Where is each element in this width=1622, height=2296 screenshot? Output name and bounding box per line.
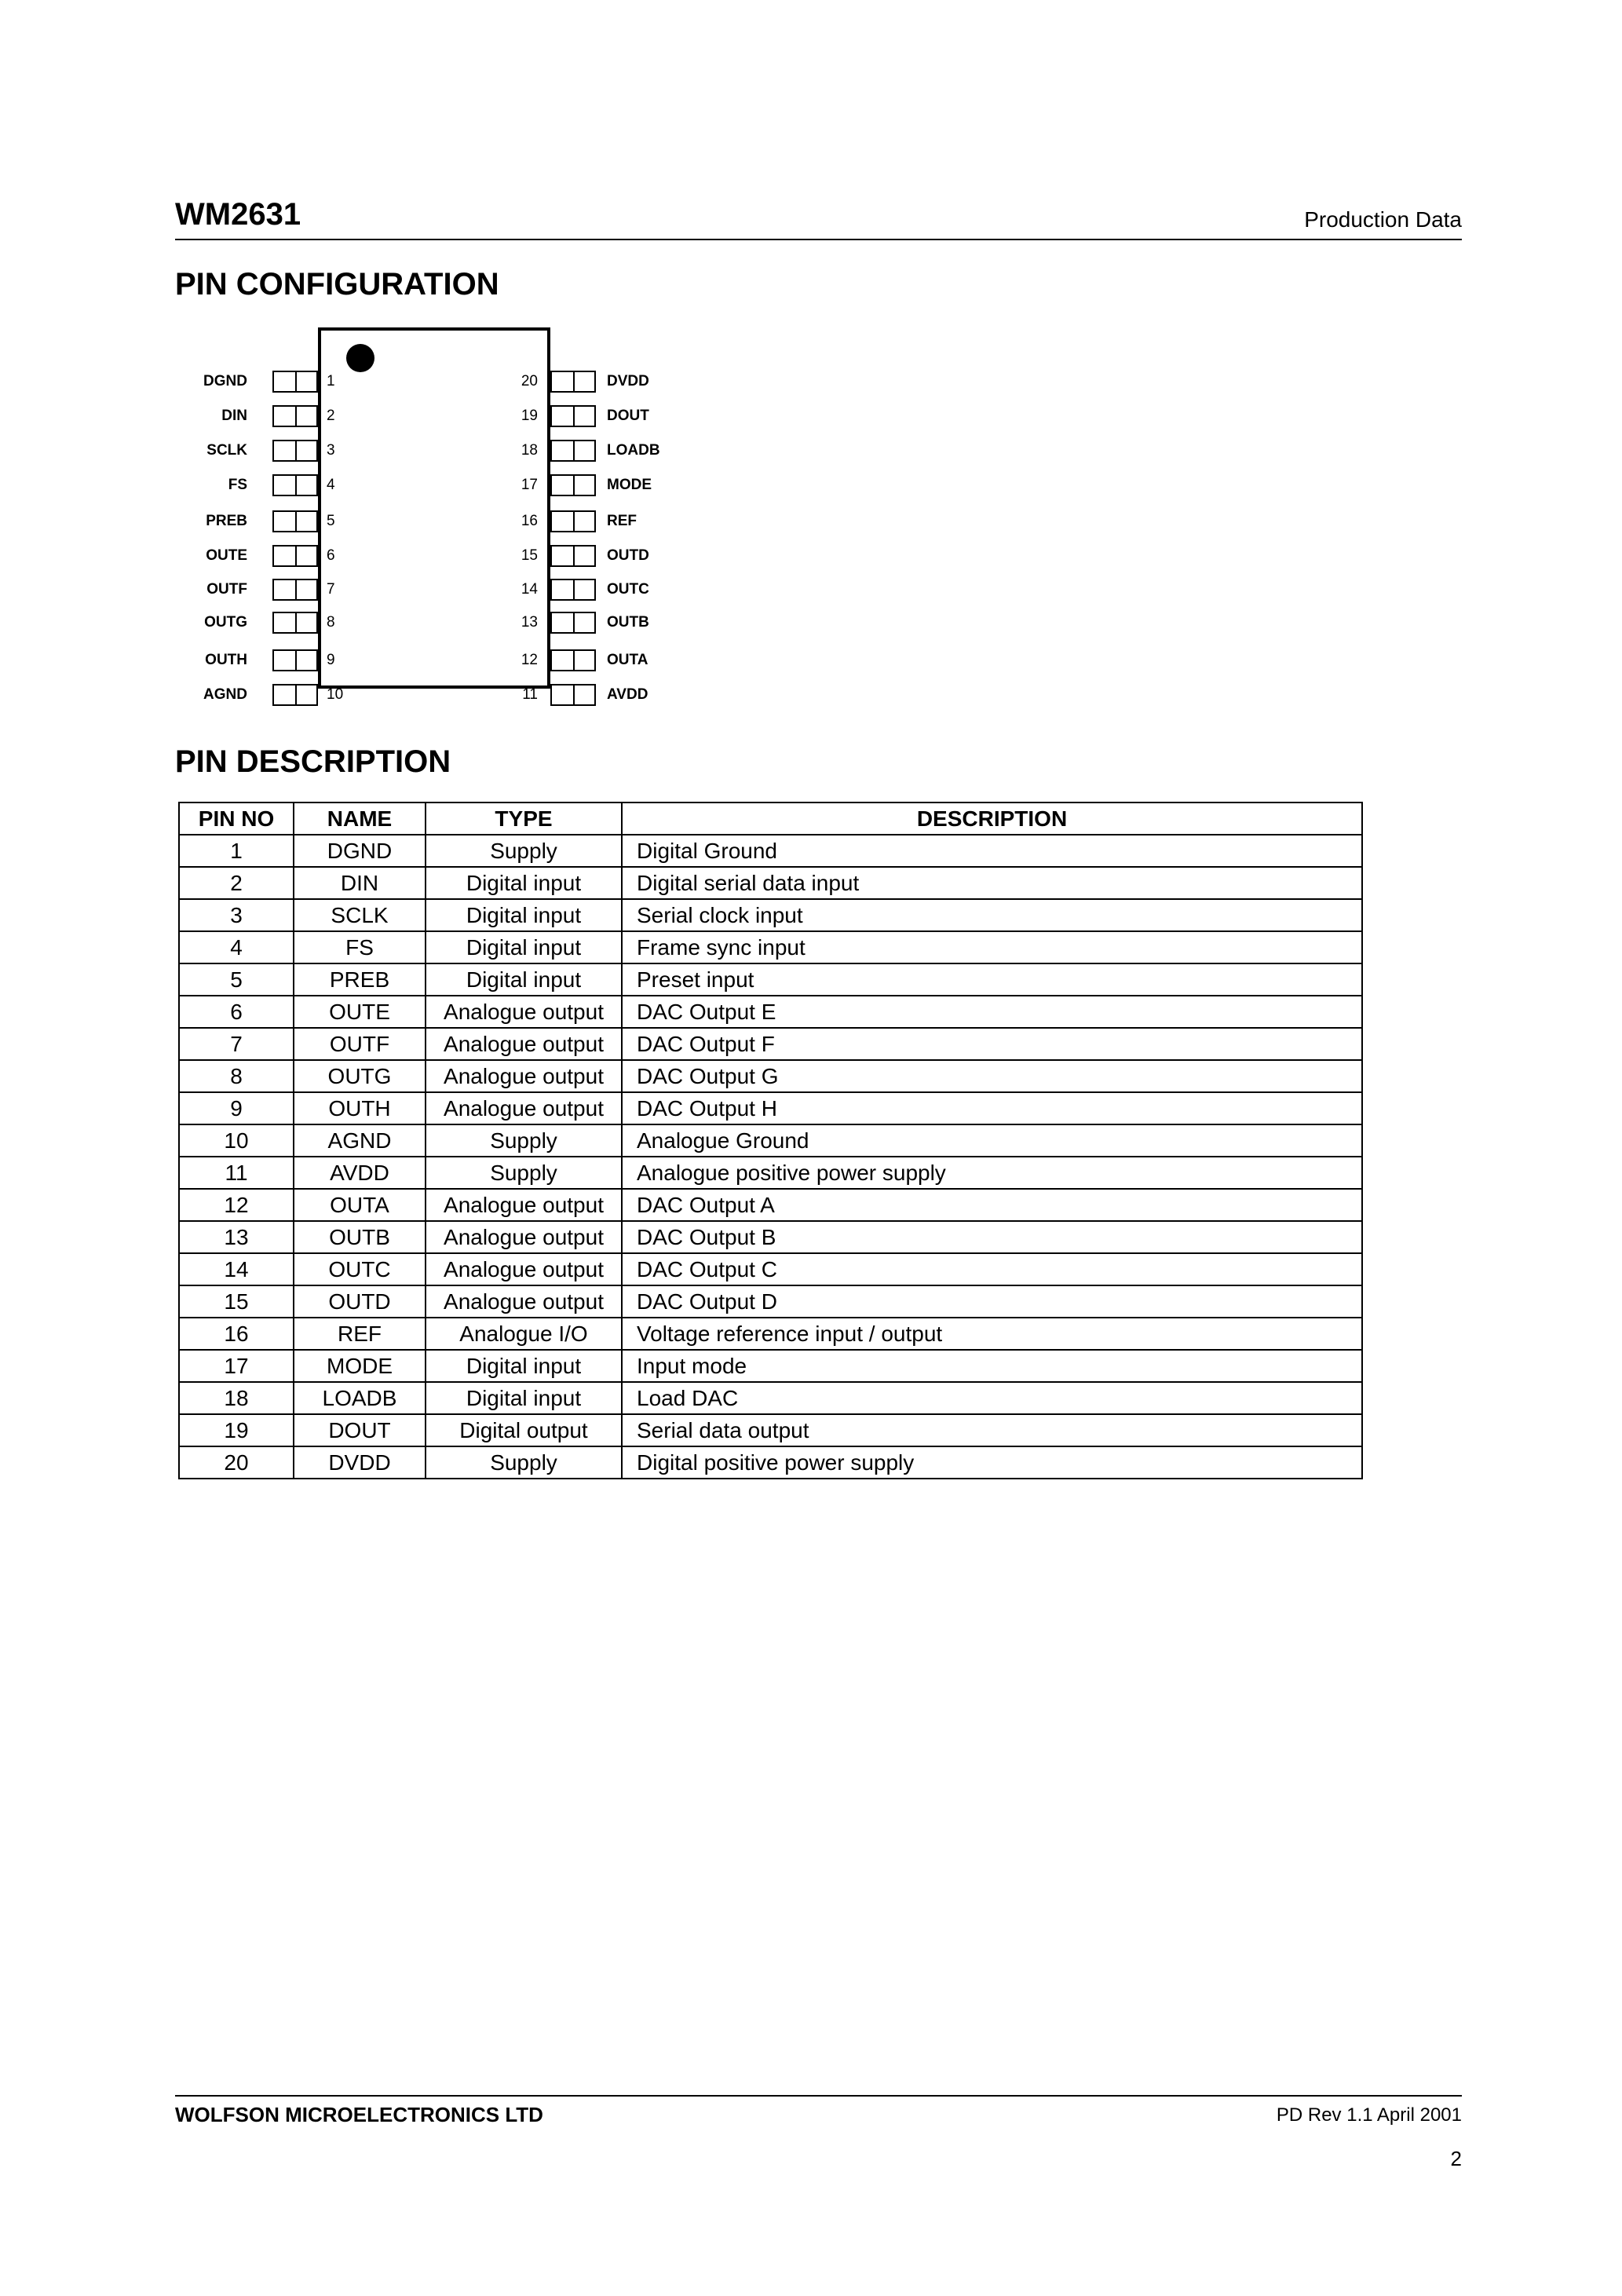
- pin-name: PREB: [206, 513, 247, 529]
- table-row: [179, 1382, 1362, 1414]
- pin-lead: [550, 579, 596, 601]
- cell-description: DAC Output G: [622, 1060, 1362, 1092]
- cell-type: Analogue output: [426, 1092, 622, 1124]
- cell-pin-no: 17: [179, 1350, 294, 1382]
- table-row: [179, 1189, 1362, 1221]
- pin-number: 16: [521, 513, 538, 529]
- pin-lead: [550, 684, 596, 706]
- pin-7-right: [521, 579, 707, 601]
- table-row: [179, 1318, 1362, 1350]
- pin-name: OUTA: [607, 652, 648, 668]
- pin-lead: [272, 649, 318, 671]
- cell-type: Analogue output: [426, 1285, 622, 1318]
- pin-number: 2: [327, 408, 335, 424]
- pin-9-right: [521, 649, 707, 671]
- footer-revision: PD Rev 1.1 April 2001: [1276, 2104, 1462, 2126]
- table-header-row: [179, 803, 1362, 835]
- pin-name: MODE: [607, 477, 652, 493]
- cell-type: Digital input: [426, 867, 622, 899]
- table-row: [179, 1157, 1362, 1189]
- cell-description: Serial clock input: [622, 899, 1362, 931]
- table-row: [179, 867, 1362, 899]
- pin-name: OUTG: [204, 614, 247, 631]
- pin-number: 3: [327, 442, 335, 459]
- pin-name: AVDD: [607, 686, 648, 703]
- pin-lead: [272, 405, 318, 427]
- cell-pin-no: 15: [179, 1285, 294, 1318]
- pin-8-left: [0, 612, 335, 634]
- pin-number: 11: [522, 686, 538, 703]
- cell-description: Voltage reference input / output: [622, 1318, 1362, 1350]
- pin-name: OUTC: [607, 581, 649, 598]
- pin-8-right: [521, 612, 707, 634]
- table-row: [179, 1350, 1362, 1382]
- pin-lead: [272, 371, 318, 393]
- cell-pin-no: 2: [179, 867, 294, 899]
- pin-name: LOADB: [607, 442, 660, 459]
- pin-6-left: [0, 545, 335, 567]
- pin-number: 1: [327, 373, 335, 389]
- pin-10-right: [522, 684, 707, 706]
- pin-2-right: [521, 405, 707, 427]
- document-title: WM2631: [175, 197, 301, 232]
- pin-name: OUTF: [206, 581, 247, 598]
- pin1-marker-dot: [346, 344, 374, 372]
- pin-6-right: [521, 545, 707, 567]
- table-row: [179, 835, 1362, 867]
- pin-description-table: [178, 802, 1363, 1479]
- pin-lead: [272, 510, 318, 532]
- pin-number: 19: [521, 408, 538, 424]
- cell-name: OUTH: [294, 1092, 426, 1124]
- column-header-name: NAME: [294, 803, 426, 835]
- pin-number: 12: [521, 652, 538, 668]
- cell-type: Digital input: [426, 1350, 622, 1382]
- cell-type: Digital input: [426, 963, 622, 996]
- pin-lead: [550, 545, 596, 567]
- pin-lead: [272, 579, 318, 601]
- cell-description: DAC Output B: [622, 1221, 1362, 1253]
- cell-name: PREB: [294, 963, 426, 996]
- cell-description: Preset input: [622, 963, 1362, 996]
- pin-4-right: [521, 474, 707, 496]
- cell-pin-no: 13: [179, 1221, 294, 1253]
- table-row: [179, 1092, 1362, 1124]
- cell-description: Digital serial data input: [622, 867, 1362, 899]
- pin-number: 13: [521, 614, 538, 631]
- column-header-description: DESCRIPTION: [622, 803, 1362, 835]
- cell-name: DOUT: [294, 1414, 426, 1446]
- cell-name: DIN: [294, 867, 426, 899]
- cell-pin-no: 20: [179, 1446, 294, 1479]
- cell-type: Supply: [426, 1446, 622, 1479]
- cell-description: DAC Output D: [622, 1285, 1362, 1318]
- cell-description: DAC Output H: [622, 1092, 1362, 1124]
- cell-type: Digital input: [426, 1382, 622, 1414]
- document-status: Production Data: [1304, 207, 1462, 232]
- table-row: [179, 1028, 1362, 1060]
- pin-3-left: [0, 440, 335, 462]
- pin-name: OUTB: [607, 614, 649, 631]
- pin-lead: [272, 684, 318, 706]
- table-row: [179, 1285, 1362, 1318]
- table-row: [179, 1060, 1362, 1092]
- pin-number: 9: [327, 652, 335, 668]
- cell-name: OUTD: [294, 1285, 426, 1318]
- pin-lead: [550, 510, 596, 532]
- table-row: [179, 1253, 1362, 1285]
- table-row: [179, 963, 1362, 996]
- pin-number: 18: [521, 442, 538, 459]
- pin-lead: [550, 612, 596, 634]
- pin-1-right: [521, 371, 707, 393]
- pin-name: FS: [228, 477, 247, 493]
- cell-name: OUTC: [294, 1253, 426, 1285]
- pin-lead: [272, 612, 318, 634]
- cell-type: Digital input: [426, 931, 622, 963]
- cell-description: DAC Output E: [622, 996, 1362, 1028]
- cell-type: Supply: [426, 1157, 622, 1189]
- pin-number: 5: [327, 513, 335, 529]
- cell-pin-no: 18: [179, 1382, 294, 1414]
- document-header: [175, 192, 1462, 240]
- cell-description: Analogue positive power supply: [622, 1157, 1362, 1189]
- pin-number: 14: [521, 581, 538, 598]
- cell-type: Analogue output: [426, 1221, 622, 1253]
- pin-5-left: [0, 510, 335, 532]
- cell-name: OUTB: [294, 1221, 426, 1253]
- pin-lead: [272, 474, 318, 496]
- pin-lead: [550, 440, 596, 462]
- cell-name: DVDD: [294, 1446, 426, 1479]
- cell-name: SCLK: [294, 899, 426, 931]
- pin-description-heading: PIN DESCRIPTION: [175, 744, 451, 779]
- cell-name: REF: [294, 1318, 426, 1350]
- pin-name: DVDD: [607, 373, 649, 389]
- table-row: [179, 1124, 1362, 1157]
- cell-pin-no: 4: [179, 931, 294, 963]
- pin-name: DIN: [221, 408, 247, 424]
- pin-configuration-heading: PIN CONFIGURATION: [175, 267, 499, 302]
- document-footer: [175, 2095, 1462, 2126]
- cell-type: Analogue output: [426, 1028, 622, 1060]
- cell-type: Supply: [426, 835, 622, 867]
- cell-name: OUTG: [294, 1060, 426, 1092]
- cell-type: Analogue output: [426, 1189, 622, 1221]
- pin-name: SCLK: [206, 442, 247, 459]
- pin-name: OUTH: [205, 652, 247, 668]
- table-row: [179, 1414, 1362, 1446]
- cell-pin-no: 9: [179, 1092, 294, 1124]
- cell-name: AVDD: [294, 1157, 426, 1189]
- pin-lead: [272, 545, 318, 567]
- table-row: [179, 899, 1362, 931]
- cell-type: Analogue output: [426, 1253, 622, 1285]
- cell-pin-no: 3: [179, 899, 294, 931]
- cell-description: DAC Output C: [622, 1253, 1362, 1285]
- pin-lead: [550, 474, 596, 496]
- cell-pin-no: 11: [179, 1157, 294, 1189]
- pin-lead: [550, 649, 596, 671]
- cell-name: LOADB: [294, 1382, 426, 1414]
- cell-description: DAC Output F: [622, 1028, 1362, 1060]
- footer-company: WOLFSON MICROELECTRONICS LTD: [175, 2103, 543, 2126]
- cell-name: AGND: [294, 1124, 426, 1157]
- cell-type: Analogue output: [426, 996, 622, 1028]
- table-row: [179, 1221, 1362, 1253]
- pin-1-left: [0, 371, 335, 393]
- cell-type: Digital output: [426, 1414, 622, 1446]
- cell-description: Load DAC: [622, 1382, 1362, 1414]
- cell-description: Analogue Ground: [622, 1124, 1362, 1157]
- pin-9-left: [0, 649, 335, 671]
- cell-name: OUTF: [294, 1028, 426, 1060]
- cell-pin-no: 16: [179, 1318, 294, 1350]
- column-header-type: TYPE: [426, 803, 622, 835]
- cell-description: Serial data output: [622, 1414, 1362, 1446]
- cell-pin-no: 6: [179, 996, 294, 1028]
- cell-name: FS: [294, 931, 426, 963]
- page-number: 2: [1450, 2147, 1462, 2170]
- cell-name: OUTE: [294, 996, 426, 1028]
- pin-lead: [550, 371, 596, 393]
- cell-pin-no: 10: [179, 1124, 294, 1157]
- pin-name: DGND: [203, 373, 247, 389]
- cell-pin-no: 12: [179, 1189, 294, 1221]
- cell-type: Analogue output: [426, 1060, 622, 1092]
- table-row: [179, 1446, 1362, 1479]
- cell-name: MODE: [294, 1350, 426, 1382]
- pin-name: OUTD: [607, 547, 649, 564]
- cell-type: Digital input: [426, 899, 622, 931]
- table-row: [179, 996, 1362, 1028]
- cell-type: Analogue I/O: [426, 1318, 622, 1350]
- cell-description: DAC Output A: [622, 1189, 1362, 1221]
- pin-name: AGND: [203, 686, 247, 703]
- cell-pin-no: 1: [179, 835, 294, 867]
- pin-lead: [272, 440, 318, 462]
- pin-number: 17: [521, 477, 538, 493]
- pin-number: 10: [327, 686, 344, 703]
- pin-number: 4: [327, 477, 335, 493]
- pin-number: 8: [327, 614, 335, 631]
- pin-name: OUTE: [206, 547, 247, 564]
- pin-5-right: [521, 510, 707, 532]
- cell-description: Digital positive power supply: [622, 1446, 1362, 1479]
- cell-description: Input mode: [622, 1350, 1362, 1382]
- pin-2-left: [0, 405, 335, 427]
- cell-pin-no: 8: [179, 1060, 294, 1092]
- table-body: [179, 835, 1362, 1479]
- pin-name: REF: [607, 513, 637, 529]
- cell-type: Supply: [426, 1124, 622, 1157]
- cell-name: DGND: [294, 835, 426, 867]
- cell-pin-no: 7: [179, 1028, 294, 1060]
- cell-pin-no: 14: [179, 1253, 294, 1285]
- pin-number: 7: [327, 581, 335, 598]
- pin-3-right: [521, 440, 707, 462]
- pin-name: DOUT: [607, 408, 649, 424]
- pin-10-left: [0, 684, 344, 706]
- column-header-pin-no: PIN NO: [179, 803, 294, 835]
- table-row: [179, 931, 1362, 963]
- pin-number: 6: [327, 547, 335, 564]
- pin-number: 20: [521, 373, 538, 389]
- cell-name: OUTA: [294, 1189, 426, 1221]
- pin-number: 15: [521, 547, 538, 564]
- cell-pin-no: 5: [179, 963, 294, 996]
- cell-pin-no: 19: [179, 1414, 294, 1446]
- pin-7-left: [0, 579, 335, 601]
- cell-description: Digital Ground: [622, 835, 1362, 867]
- pin-lead: [550, 405, 596, 427]
- cell-description: Frame sync input: [622, 931, 1362, 963]
- pin-4-left: [0, 474, 335, 496]
